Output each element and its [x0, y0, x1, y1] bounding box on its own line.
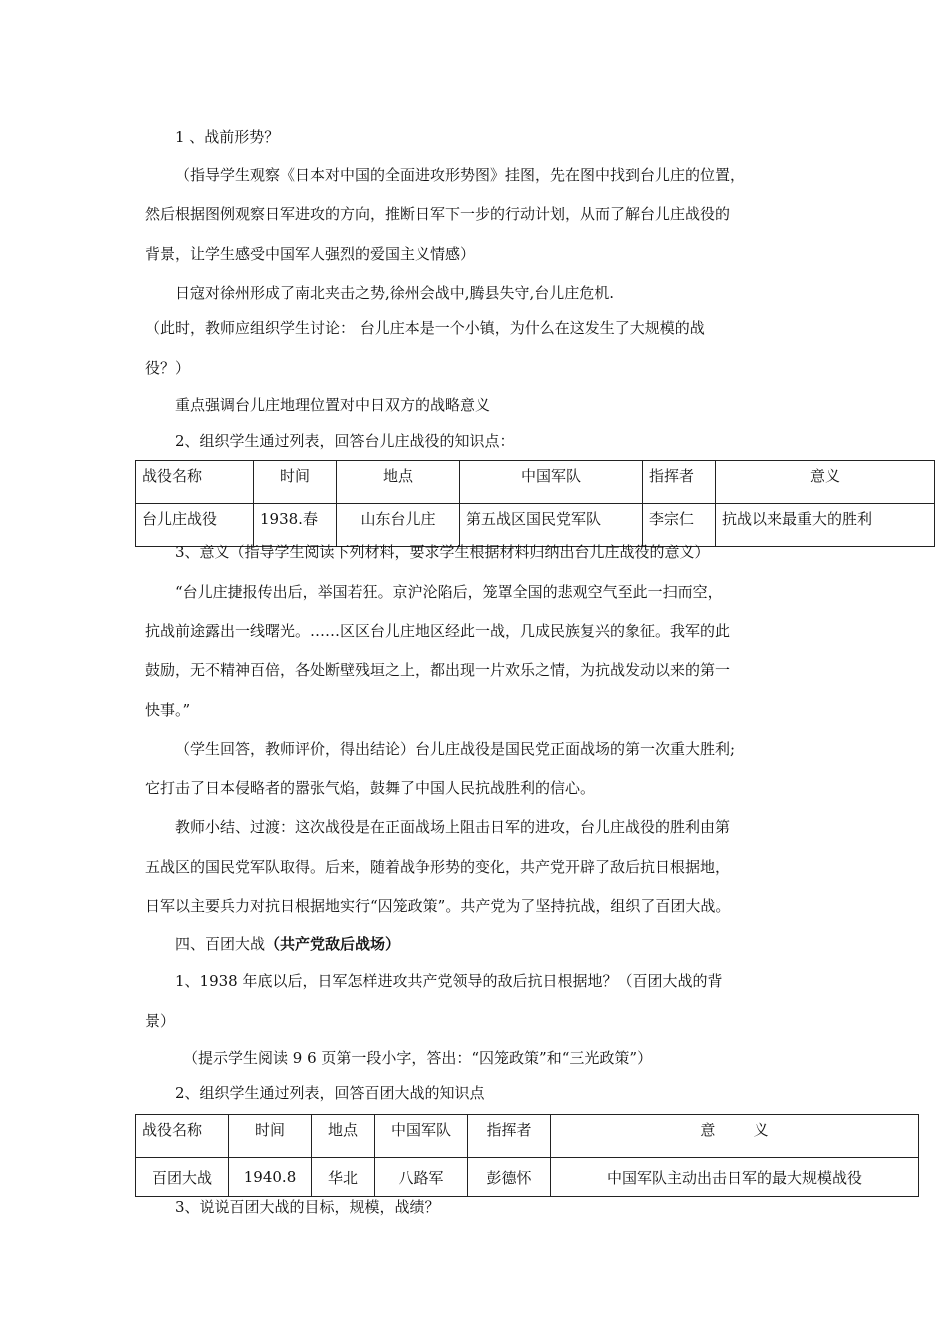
paragraph-line: 1、1938 年底以后，日军怎样进攻共产党领导的敌后抗日根据地？（百团大战的背 — [175, 972, 723, 990]
table-cell: 百团大战 — [136, 1158, 229, 1197]
paragraph-line: 抗战前途露出一线曙光。……区区台儿庄地区经此一战，几成民族复兴的象征。我军的此 — [145, 622, 731, 640]
table-header-cell: 地点 — [337, 461, 460, 504]
hundred-regiments-table — [135, 1114, 919, 1197]
table-cell: 1940.8 — [229, 1158, 312, 1197]
table-header-cell: 指挥者 — [468, 1115, 551, 1158]
table-cell: 抗战以来最重大的胜利 — [716, 504, 935, 547]
paragraph-line: 快事。” — [145, 701, 191, 719]
paragraph-line: 鼓励，无不精神百倍，各处断壁残垣之上，都出现一片欢乐之情，为抗战发动以来的第一 — [145, 661, 731, 679]
paragraph-line: 它打击了日本侵略者的嚣张气焰，鼓舞了中国人民抗战胜利的信心。 — [145, 779, 596, 797]
table-row — [136, 1158, 919, 1197]
table-header-cell: 意 义 — [551, 1115, 919, 1158]
table-header-cell: 指挥者 — [643, 461, 716, 504]
section-heading-text: 四、百团大战 — [175, 935, 266, 953]
table-cell: 第五战区国民党军队 — [460, 504, 643, 547]
paragraph-line: 重点强调台儿庄地理位置对中日双方的战略意义 — [175, 396, 491, 414]
table-cell: 1938.春 — [254, 504, 337, 547]
table-header-cell: 中国军队 — [460, 461, 643, 504]
line-prewar-situation: 1 、战前形势？ — [175, 128, 280, 146]
paragraph-line: 景） — [145, 1012, 176, 1030]
paragraph-line: 日军以主要兵力对抗日根据地实行“囚笼政策”。共产党为了坚持抗战，组织了百团大战。 — [145, 897, 731, 915]
paragraph-line: 五战区的国民党军队取得。后来，随着战争形势的变化，共产党开辟了敌后抗日根据地， — [145, 858, 731, 876]
table-header-cell: 地点 — [312, 1115, 375, 1158]
taierzhuang-table — [135, 460, 935, 547]
paragraph-line: “台儿庄捷报传出后，举国若狂。京沪沦陷后，笼罩全国的悲观空气至此一扫而空， — [175, 583, 723, 601]
paragraph-line: 3、意义（指导学生阅读下列材料，要求学生根据材料归纳出台儿庄战役的意义） — [175, 543, 710, 561]
paragraph-line: （提示学生阅读 9 6 页第一段小字，答出：“囚笼政策”和“三光政策”） — [183, 1049, 653, 1067]
table-row — [136, 504, 935, 547]
paragraph-line: （指导学生观察《日本对中国的全面进攻形势图》挂图，先在图中找到台儿庄的位置， — [175, 166, 746, 184]
paragraph-line: 2、组织学生通过列表，回答百团大战的知识点 — [175, 1084, 485, 1102]
table-header-cell: 中国军队 — [375, 1115, 468, 1158]
table-cell: 华北 — [312, 1158, 375, 1197]
table-cell: 李宗仁 — [643, 504, 716, 547]
paragraph-line: 然后根据图例观察日军进攻的方向，推断日军下一步的行动计划，从而了解台儿庄战役的 — [145, 205, 731, 223]
paragraph-line: 2、组织学生通过列表，回答台儿庄战役的知识点： — [175, 432, 515, 450]
table-header-cell: 战役名称 — [136, 461, 254, 504]
section-heading-note: （共产党敌后战场） — [265, 935, 401, 953]
paragraph-line: 役？） — [145, 359, 191, 377]
paragraph-line: 3、说说百团大战的目标，规模，战绩？ — [175, 1198, 440, 1216]
table-header-row — [136, 1115, 919, 1158]
table-header-row — [136, 461, 935, 504]
paragraph-line: （此时，教师应组织学生讨论： 台儿庄本是一个小镇，为什么在这发生了大规模的战 — [145, 319, 705, 337]
table-cell: 八路军 — [375, 1158, 468, 1197]
section-heading-hundred-regiments — [175, 934, 400, 954]
table-header-cell: 意义 — [716, 461, 935, 504]
table-cell: 彭德怀 — [468, 1158, 551, 1197]
table-header-cell: 时间 — [229, 1115, 312, 1158]
paragraph-line: 日寇对徐州形成了南北夹击之势,徐州会战中,腾县失守,台儿庄危机. — [175, 284, 615, 302]
table-cell: 中国军队主动出击日军的最大规模战役 — [551, 1158, 919, 1197]
table-cell: 山东台儿庄 — [337, 504, 460, 547]
paragraph-line: 背景，让学生感受中国军人强烈的爱国主义情感） — [145, 245, 476, 263]
paragraph-line: （学生回答，教师评价，得出结论）台儿庄战役是国民党正面战场的第一次重大胜利; — [175, 740, 736, 758]
table-header-cell: 战役名称 — [136, 1115, 229, 1158]
paragraph-line: 教师小结、过渡：这次战役是在正面战场上阻击日军的进攻，台儿庄战役的胜利由第 — [175, 818, 731, 836]
table-header-cell: 时间 — [254, 461, 337, 504]
table-cell: 台儿庄战役 — [136, 504, 254, 547]
